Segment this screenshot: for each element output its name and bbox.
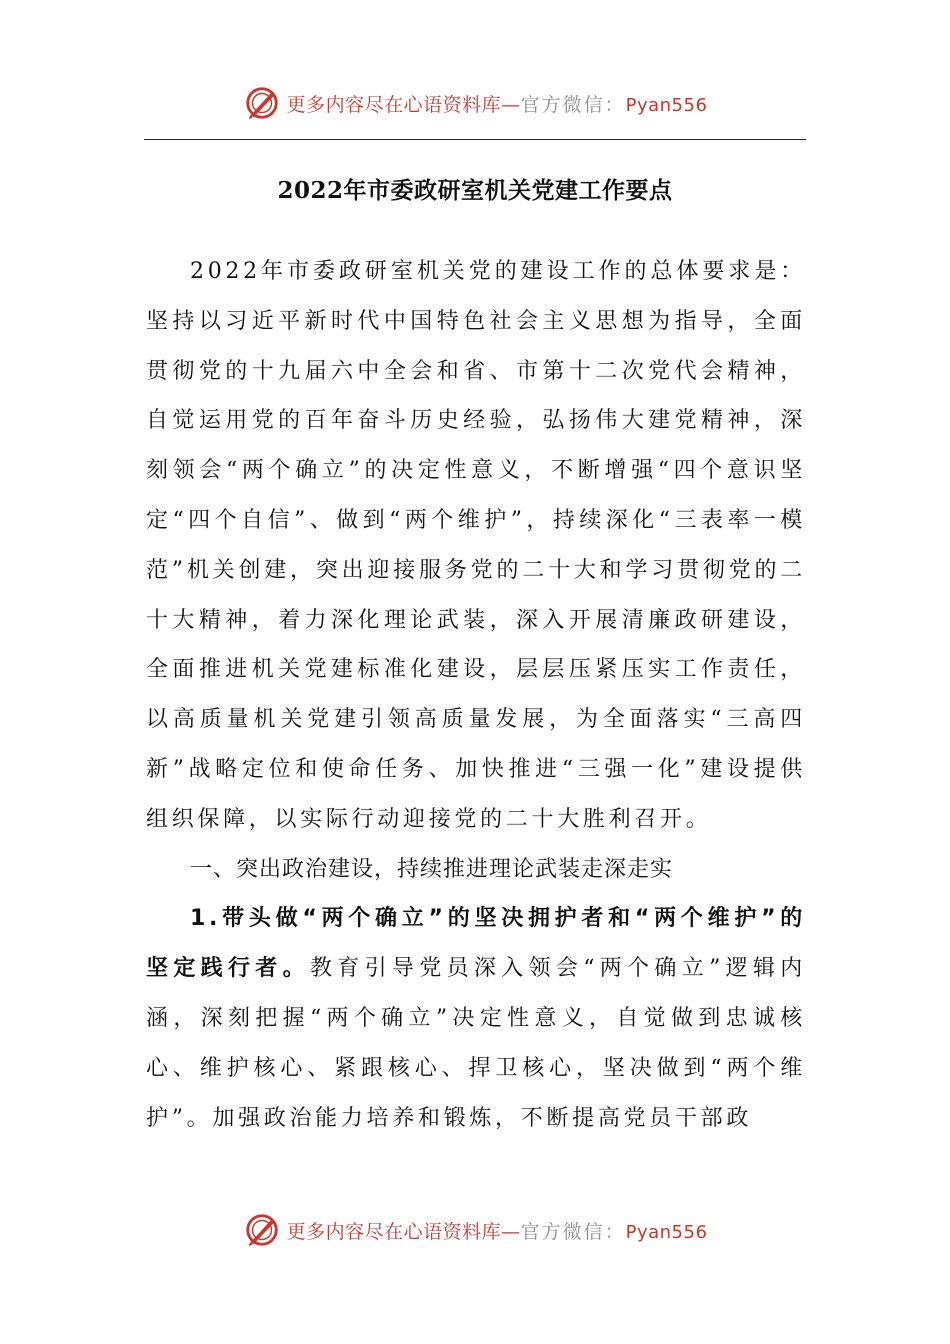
watermark-dash: — xyxy=(501,1220,521,1243)
watermark-official-label: 官方微信： xyxy=(520,1220,626,1243)
intro-paragraph: 2022年市委政研室机关党的建设工作的总体要求是：坚持以习近平新时代中国特色社会主义思想为指导，全面贯彻党的十九届六中全会和省、市第十二次党代会精神，自觉运用党的百年奋斗历史经验，弘扬伟大建党精神，深刻领会“两个确立”的决定性意义，不断增强“四个意识坚定“四个自信”、做到“两个维护”，持续深化“三表率一模范”机关创建，突出迎接服务党的二十大和学习贯彻党的二十大精神，着力深化理论武装，深入开展清廉政研建设，全面推进机关党建标准化建设，层层压紧压实工作责任，以高质量机关党建引领高质量发展，为全面落实“三高四新”战略定位和使命任务、加快推进“三强一化”建设提供组织保障，以实际行动迎接党的二十大胜利召开。 xyxy=(146,259,806,832)
header-divider xyxy=(144,139,806,140)
footer-watermark xyxy=(0,1205,950,1255)
watermark-text xyxy=(287,1217,708,1244)
item-1-body: 教育引导党员深入领会“两个确立”逻辑内涵，深刻把握“两个确立”决定性意义，自觉做到忠诚核心、维护核心、紧跟核心、捍卫核心，坚决做到“两个维护”。加强政治能力培养和锻炼，不断提高党员干部政 xyxy=(146,956,806,1131)
item-1-lead: 1.带头做“两个确立”的坚决拥护者和“两个维护”的坚定践行者。 xyxy=(146,906,806,982)
watermark-wechat-id: Pyan556 xyxy=(625,1221,708,1243)
section-heading-1: 一、突出政治建设，持续推进理论武装走深走实 xyxy=(190,856,674,882)
pen-circle-logo-icon xyxy=(243,1211,281,1249)
watermark-official-label: 官方微信： xyxy=(520,93,626,116)
document-title: 2022年市委政研室机关党建工作要点 xyxy=(277,177,673,204)
header-watermark xyxy=(0,78,950,128)
watermark-dash: — xyxy=(501,93,521,116)
document-body xyxy=(146,247,806,1143)
watermark-wechat-id: Pyan556 xyxy=(625,94,708,116)
watermark-main-text: 更多内容尽在心语资料库 xyxy=(286,1220,502,1243)
pen-circle-logo-icon xyxy=(243,84,281,122)
watermark-main-text: 更多内容尽在心语资料库 xyxy=(286,93,502,116)
item-1-paragraph xyxy=(146,894,806,1143)
watermark-text xyxy=(287,90,708,117)
